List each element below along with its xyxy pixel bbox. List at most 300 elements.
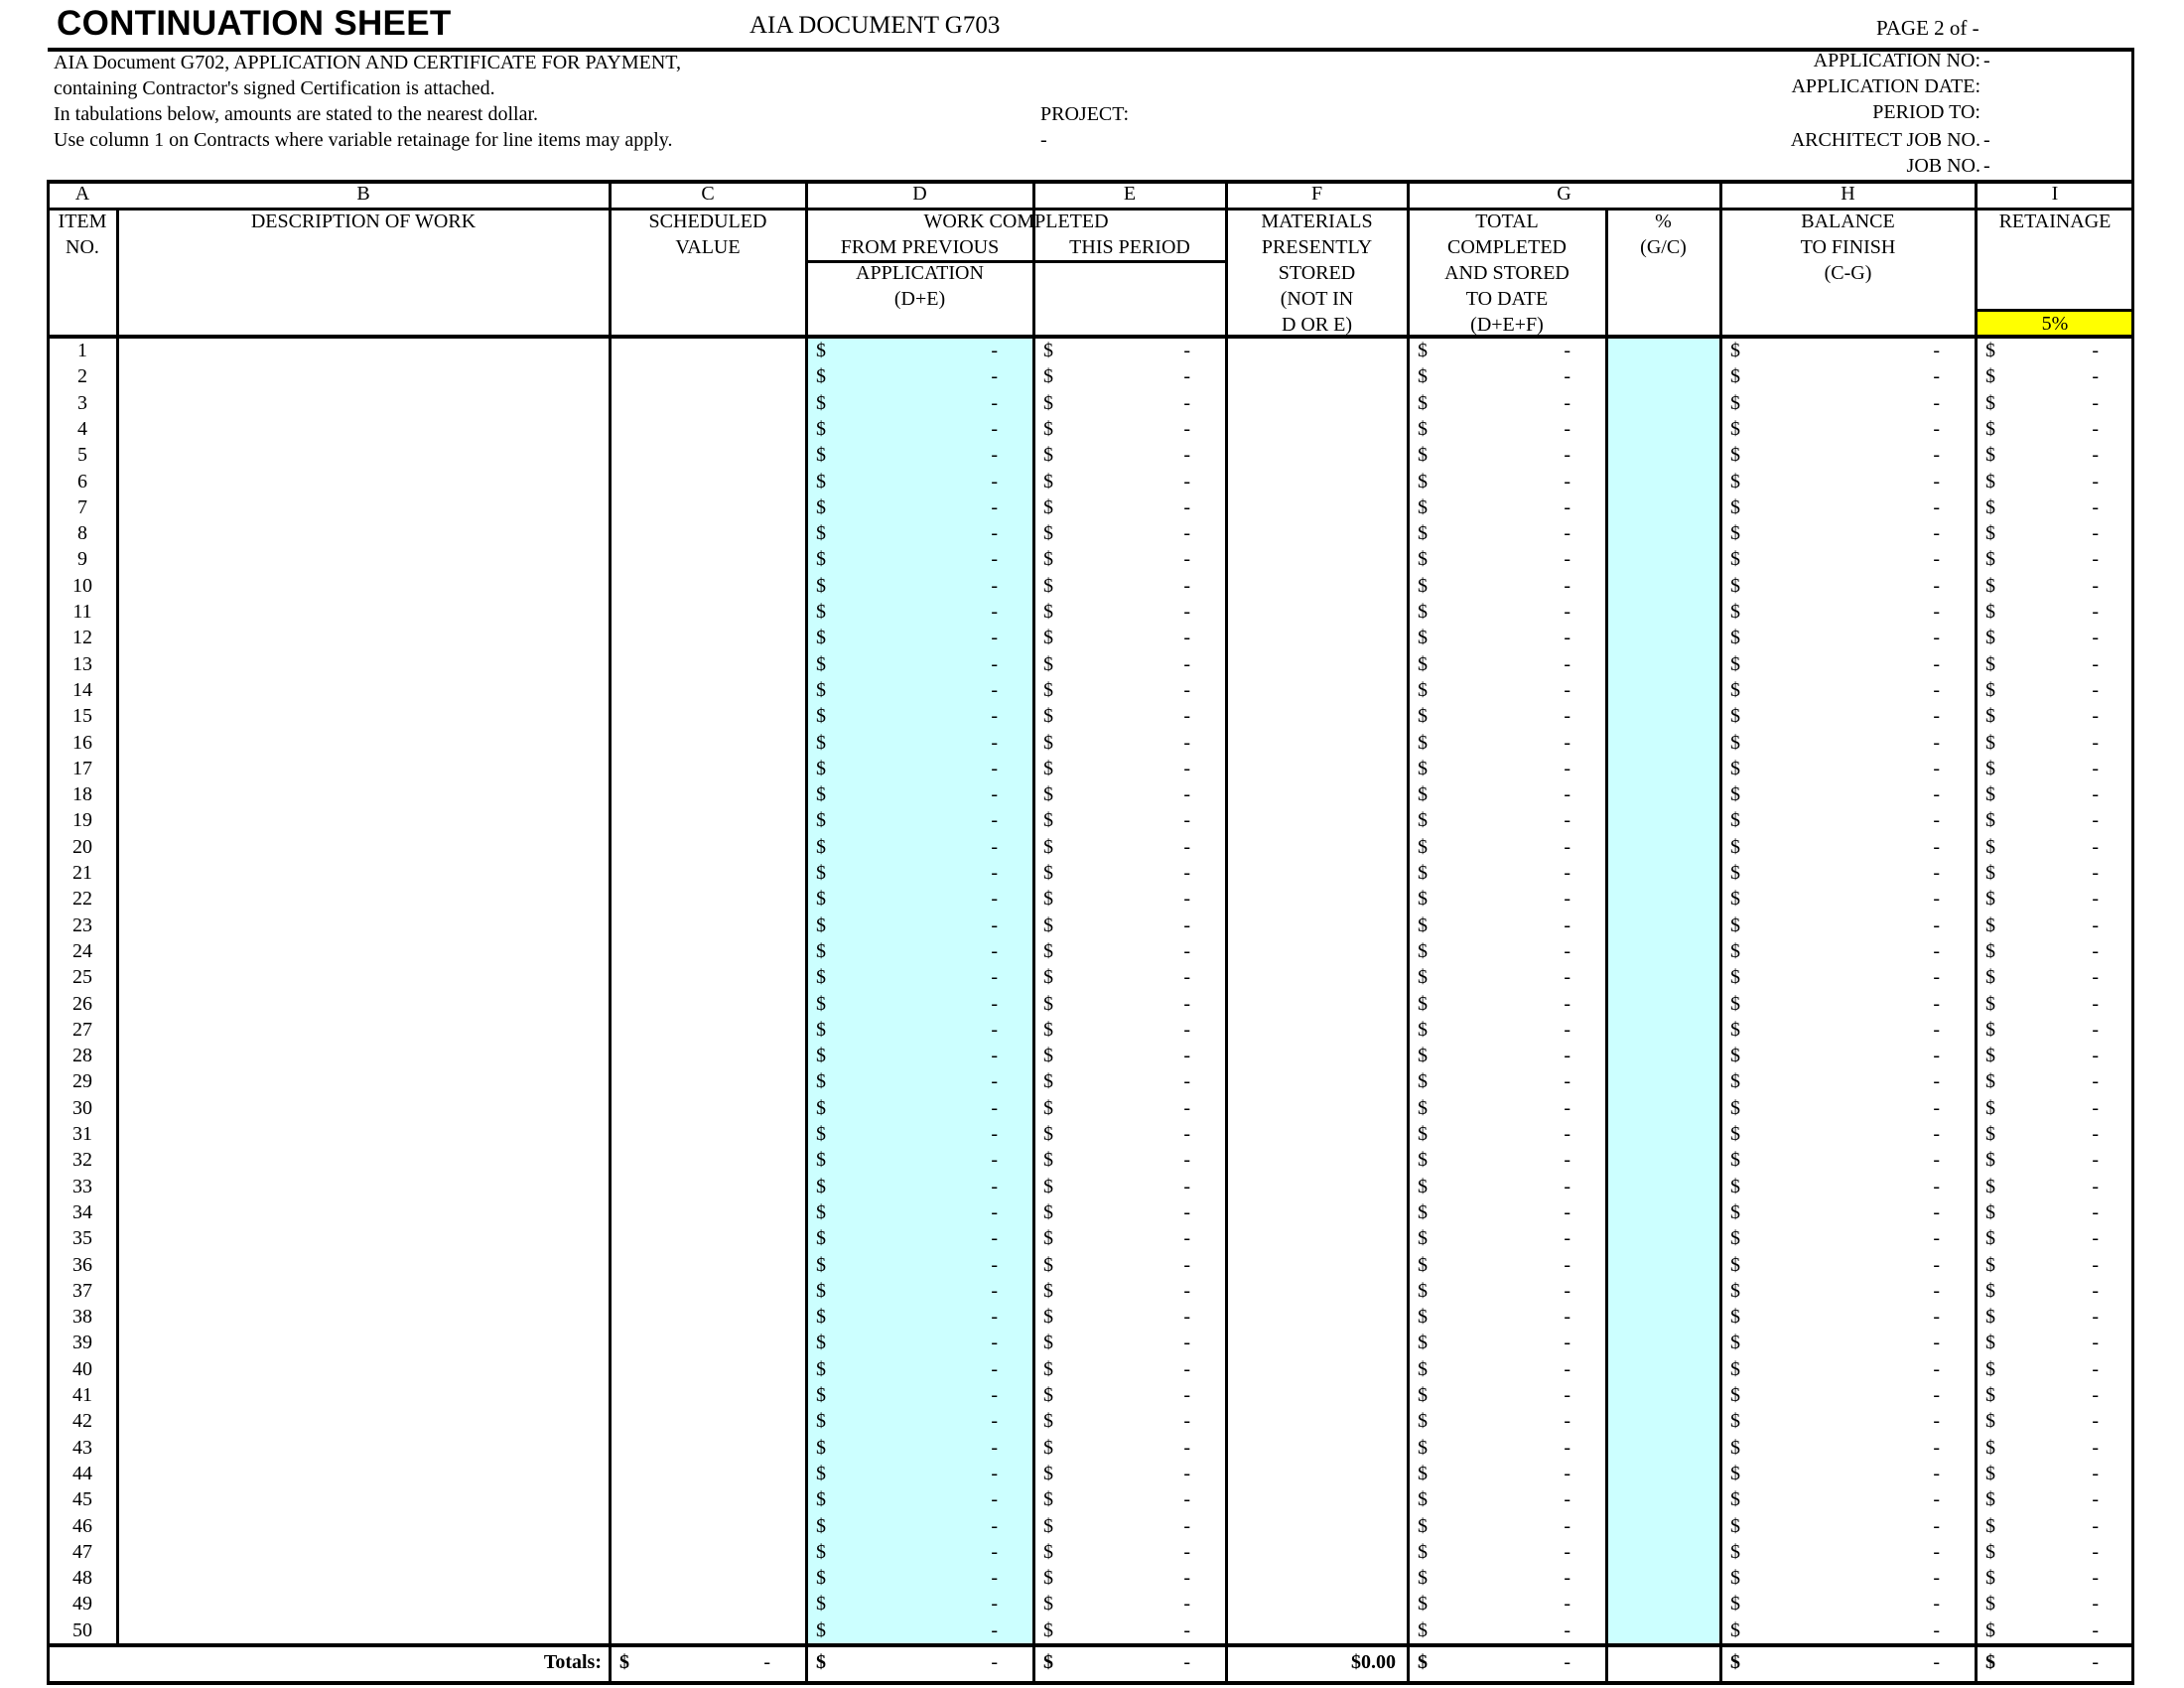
scheduled-value-cell[interactable] xyxy=(610,1147,806,1173)
materials-stored-cell[interactable] xyxy=(1226,442,1408,468)
table-row xyxy=(48,886,2134,912)
from-previous-cell[interactable] xyxy=(806,781,1033,807)
scheduled-value-cell[interactable] xyxy=(610,1068,806,1094)
scheduled-value-cell[interactable] xyxy=(610,730,806,756)
scheduled-value-cell[interactable] xyxy=(610,1408,806,1434)
this-period-cell[interactable] xyxy=(1033,1408,1226,1434)
description-cell[interactable] xyxy=(117,1591,610,1617)
balance-cell xyxy=(1720,1486,1976,1512)
this-period-cell[interactable] xyxy=(1033,677,1226,703)
currency-symbol: $ xyxy=(1985,1593,1995,1616)
from-previous-cell[interactable] xyxy=(806,730,1033,756)
materials-stored-cell[interactable] xyxy=(1226,1252,1408,1278)
materials-stored-cell[interactable] xyxy=(1226,1017,1408,1043)
this-period-cell[interactable] xyxy=(1033,416,1226,442)
scheduled-value-cell[interactable] xyxy=(610,494,806,520)
description-cell[interactable] xyxy=(117,1278,610,1304)
this-period-cell[interactable] xyxy=(1033,1591,1226,1617)
materials-stored-cell[interactable] xyxy=(1226,860,1408,886)
currency-symbol: $ xyxy=(816,1253,826,1276)
scheduled-value-cell[interactable] xyxy=(610,1095,806,1121)
percent-cell xyxy=(1606,964,1720,990)
from-previous-cell[interactable] xyxy=(806,1408,1033,1434)
materials-stored-cell[interactable] xyxy=(1226,938,1408,964)
header-this-period-line-1: THIS PERIOD xyxy=(1069,236,1190,258)
this-period-cell[interactable] xyxy=(1033,363,1226,389)
field-value-1[interactable]: - xyxy=(1983,50,1990,71)
amount-value: - xyxy=(1564,1279,1570,1302)
description-cell[interactable] xyxy=(117,1330,610,1355)
description-cell[interactable] xyxy=(117,913,610,938)
description-cell[interactable] xyxy=(117,520,610,546)
from-previous-cell[interactable] xyxy=(806,703,1033,729)
scheduled-value-cell[interactable] xyxy=(610,442,806,468)
amount-value: - xyxy=(1183,365,1190,388)
scheduled-value-cell[interactable] xyxy=(610,1513,806,1539)
from-previous-cell[interactable] xyxy=(806,1356,1033,1382)
scheduled-value-cell[interactable] xyxy=(610,938,806,964)
amount-value: - xyxy=(1933,601,1940,623)
materials-stored-cell[interactable] xyxy=(1226,469,1408,494)
materials-stored-cell[interactable] xyxy=(1226,1591,1408,1617)
from-previous-cell[interactable] xyxy=(806,1382,1033,1408)
from-previous-cell[interactable] xyxy=(806,756,1033,781)
scheduled-value-cell[interactable] xyxy=(610,338,806,363)
this-period-cell[interactable] xyxy=(1033,1356,1226,1382)
this-period-cell[interactable] xyxy=(1033,964,1226,990)
materials-stored-cell[interactable] xyxy=(1226,756,1408,781)
this-period-cell[interactable] xyxy=(1033,1174,1226,1199)
from-previous-cell[interactable] xyxy=(806,1068,1033,1094)
description-cell[interactable] xyxy=(117,1356,610,1382)
from-previous-cell[interactable] xyxy=(806,442,1033,468)
materials-stored-cell[interactable] xyxy=(1226,416,1408,442)
from-previous-cell[interactable] xyxy=(806,1435,1033,1461)
this-period-cell[interactable] xyxy=(1033,730,1226,756)
this-period-cell[interactable] xyxy=(1033,1618,1226,1643)
materials-stored-cell[interactable] xyxy=(1226,1513,1408,1539)
percent-cell xyxy=(1606,573,1720,599)
scheduled-value-cell[interactable] xyxy=(610,781,806,807)
from-previous-cell[interactable] xyxy=(806,677,1033,703)
description-cell[interactable] xyxy=(117,1017,610,1043)
materials-stored-cell[interactable] xyxy=(1226,625,1408,650)
from-previous-cell[interactable] xyxy=(806,1147,1033,1173)
from-previous-cell[interactable] xyxy=(806,1199,1033,1225)
description-cell[interactable] xyxy=(117,703,610,729)
materials-stored-cell[interactable] xyxy=(1226,599,1408,625)
from-previous-cell[interactable] xyxy=(806,390,1033,416)
description-cell[interactable] xyxy=(117,677,610,703)
scheduled-value-cell[interactable] xyxy=(610,1278,806,1304)
from-previous-cell[interactable] xyxy=(806,913,1033,938)
description-cell[interactable] xyxy=(117,1174,610,1199)
this-period-cell[interactable] xyxy=(1033,1147,1226,1173)
materials-stored-cell[interactable] xyxy=(1226,1461,1408,1486)
materials-stored-cell[interactable] xyxy=(1226,730,1408,756)
from-previous-cell[interactable] xyxy=(806,469,1033,494)
description-cell[interactable] xyxy=(117,860,610,886)
materials-stored-cell[interactable] xyxy=(1226,1121,1408,1147)
from-previous-cell[interactable] xyxy=(806,1043,1033,1068)
materials-stored-cell[interactable] xyxy=(1226,520,1408,546)
currency-symbol: $ xyxy=(1043,574,1053,597)
materials-stored-cell[interactable] xyxy=(1226,991,1408,1017)
scheduled-value-cell[interactable] xyxy=(610,546,806,572)
table-row xyxy=(48,756,2134,781)
amount-value: - xyxy=(1933,1651,1940,1673)
this-period-cell[interactable] xyxy=(1033,991,1226,1017)
materials-stored-cell[interactable] xyxy=(1226,677,1408,703)
scheduled-value-cell[interactable] xyxy=(610,1461,806,1486)
from-previous-cell[interactable] xyxy=(806,363,1033,389)
description-cell[interactable] xyxy=(117,442,610,468)
materials-stored-cell[interactable] xyxy=(1226,1304,1408,1330)
field-value-5[interactable]: - xyxy=(1983,155,1990,177)
scheduled-value-cell[interactable] xyxy=(610,703,806,729)
description-cell[interactable] xyxy=(117,1121,610,1147)
materials-stored-cell[interactable] xyxy=(1226,781,1408,807)
materials-stored-cell[interactable] xyxy=(1226,1278,1408,1304)
this-period-cell[interactable] xyxy=(1033,442,1226,468)
from-previous-cell[interactable] xyxy=(806,520,1033,546)
from-previous-cell[interactable] xyxy=(806,1278,1033,1304)
scheduled-value-cell[interactable] xyxy=(610,913,806,938)
currency-symbol: $ xyxy=(1418,1462,1428,1484)
description-cell[interactable] xyxy=(117,1486,610,1512)
materials-stored-cell[interactable] xyxy=(1226,1095,1408,1121)
this-period-cell[interactable] xyxy=(1033,1304,1226,1330)
scheduled-value-cell[interactable] xyxy=(610,677,806,703)
scheduled-value-cell[interactable] xyxy=(610,1043,806,1068)
currency-symbol: $ xyxy=(1985,1651,1995,1673)
this-period-cell[interactable] xyxy=(1033,573,1226,599)
from-previous-cell[interactable] xyxy=(806,991,1033,1017)
description-cell[interactable] xyxy=(117,469,610,494)
materials-stored-cell[interactable] xyxy=(1226,807,1408,833)
from-previous-cell[interactable] xyxy=(806,416,1033,442)
item-number: 13 xyxy=(72,652,92,675)
amount-value: - xyxy=(2092,1332,2099,1354)
this-period-cell[interactable] xyxy=(1033,1017,1226,1043)
description-cell[interactable] xyxy=(117,1068,610,1094)
description-cell[interactable] xyxy=(117,1618,610,1643)
this-period-cell[interactable] xyxy=(1033,703,1226,729)
this-period-cell[interactable] xyxy=(1033,1565,1226,1591)
from-previous-cell[interactable] xyxy=(806,1565,1033,1591)
this-period-cell[interactable] xyxy=(1033,938,1226,964)
materials-stored-cell[interactable] xyxy=(1226,703,1408,729)
from-previous-cell[interactable] xyxy=(806,1591,1033,1617)
from-previous-cell[interactable] xyxy=(806,651,1033,677)
materials-stored-cell[interactable] xyxy=(1226,546,1408,572)
description-cell[interactable] xyxy=(117,494,610,520)
this-period-cell[interactable] xyxy=(1033,913,1226,938)
this-period-cell[interactable] xyxy=(1033,469,1226,494)
description-cell[interactable] xyxy=(117,1147,610,1173)
scheduled-value-cell[interactable] xyxy=(610,964,806,990)
this-period-cell[interactable] xyxy=(1033,1252,1226,1278)
description-cell[interactable] xyxy=(117,807,610,833)
materials-stored-cell[interactable] xyxy=(1226,1356,1408,1382)
this-period-cell[interactable] xyxy=(1033,807,1226,833)
amount-value: - xyxy=(1564,1018,1570,1041)
materials-stored-cell[interactable] xyxy=(1226,1043,1408,1068)
retainage-cell xyxy=(1976,1435,2134,1461)
description-cell[interactable] xyxy=(117,1408,610,1434)
materials-stored-cell[interactable] xyxy=(1226,1486,1408,1512)
from-previous-cell[interactable] xyxy=(806,1513,1033,1539)
scheduled-value-cell[interactable] xyxy=(610,625,806,650)
from-previous-cell[interactable] xyxy=(806,1618,1033,1643)
materials-stored-cell[interactable] xyxy=(1226,363,1408,389)
this-period-cell[interactable] xyxy=(1033,1199,1226,1225)
materials-stored-cell[interactable] xyxy=(1226,651,1408,677)
materials-stored-cell[interactable] xyxy=(1226,1382,1408,1408)
materials-stored-cell[interactable] xyxy=(1226,886,1408,912)
this-period-cell[interactable] xyxy=(1033,781,1226,807)
this-period-cell[interactable] xyxy=(1033,1486,1226,1512)
from-previous-cell[interactable] xyxy=(806,1486,1033,1512)
description-cell[interactable] xyxy=(117,886,610,912)
from-previous-cell[interactable] xyxy=(806,494,1033,520)
from-previous-cell[interactable] xyxy=(806,599,1033,625)
scheduled-value-cell[interactable] xyxy=(610,1330,806,1355)
scheduled-value-cell[interactable] xyxy=(610,1121,806,1147)
from-previous-cell[interactable] xyxy=(806,1174,1033,1199)
materials-stored-cell[interactable] xyxy=(1226,390,1408,416)
description-cell[interactable] xyxy=(117,363,610,389)
materials-stored-cell[interactable] xyxy=(1226,1174,1408,1199)
scheduled-value-cell[interactable] xyxy=(610,1304,806,1330)
amount-value: - xyxy=(1183,340,1190,361)
description-cell[interactable] xyxy=(117,546,610,572)
scheduled-value-cell[interactable] xyxy=(610,469,806,494)
retainage-cell xyxy=(1976,442,2134,468)
scheduled-value-cell[interactable] xyxy=(610,1382,806,1408)
this-period-cell[interactable] xyxy=(1033,390,1226,416)
scheduled-value-cell[interactable] xyxy=(610,599,806,625)
balance-cell xyxy=(1720,1565,1976,1591)
from-previous-cell[interactable] xyxy=(806,807,1033,833)
this-period-cell[interactable] xyxy=(1033,1225,1226,1251)
materials-stored-cell[interactable] xyxy=(1226,494,1408,520)
materials-stored-cell[interactable] xyxy=(1226,1147,1408,1173)
currency-symbol: $ xyxy=(1043,1436,1053,1459)
from-previous-cell[interactable] xyxy=(806,1330,1033,1355)
materials-stored-cell[interactable] xyxy=(1226,1435,1408,1461)
description-cell[interactable] xyxy=(117,834,610,860)
description-cell[interactable] xyxy=(117,1252,610,1278)
this-period-cell[interactable] xyxy=(1033,886,1226,912)
from-previous-cell[interactable] xyxy=(806,860,1033,886)
totals-percent xyxy=(1606,1649,1720,1679)
this-period-cell[interactable] xyxy=(1033,599,1226,625)
currency-symbol: $ xyxy=(1730,1332,1740,1354)
currency-symbol: $ xyxy=(1043,1357,1053,1380)
field-value-4[interactable]: - xyxy=(1983,129,1990,151)
amount-value: - xyxy=(1183,1488,1190,1511)
description-cell[interactable] xyxy=(117,964,610,990)
this-period-cell[interactable] xyxy=(1033,1539,1226,1565)
this-period-cell[interactable] xyxy=(1033,1278,1226,1304)
this-period-cell[interactable] xyxy=(1033,651,1226,677)
scheduled-value-cell[interactable] xyxy=(610,1435,806,1461)
currency-symbol: $ xyxy=(1985,1410,1995,1433)
description-cell[interactable] xyxy=(117,781,610,807)
total-completed-cell xyxy=(1408,469,1606,494)
description-cell[interactable] xyxy=(117,625,610,650)
amount-value: - xyxy=(1183,862,1190,884)
from-previous-cell[interactable] xyxy=(806,1095,1033,1121)
description-cell[interactable] xyxy=(117,1043,610,1068)
this-period-cell[interactable] xyxy=(1033,1043,1226,1068)
scheduled-value-cell[interactable] xyxy=(610,1017,806,1043)
description-cell[interactable] xyxy=(117,390,610,416)
this-period-cell[interactable] xyxy=(1033,494,1226,520)
this-period-cell[interactable] xyxy=(1033,1095,1226,1121)
scheduled-value-cell[interactable] xyxy=(610,1356,806,1382)
scheduled-value-cell[interactable] xyxy=(610,1618,806,1643)
currency-symbol: $ xyxy=(816,495,826,518)
from-previous-cell[interactable] xyxy=(806,834,1033,860)
from-previous-cell[interactable] xyxy=(806,1304,1033,1330)
currency-symbol: $ xyxy=(1043,627,1053,649)
scheduled-value-cell[interactable] xyxy=(610,363,806,389)
retainage-rate[interactable]: 5% xyxy=(2041,313,2069,335)
description-cell[interactable] xyxy=(117,1435,610,1461)
materials-stored-cell[interactable] xyxy=(1226,573,1408,599)
materials-stored-cell[interactable] xyxy=(1226,1068,1408,1094)
scheduled-value-cell[interactable] xyxy=(610,520,806,546)
this-period-cell[interactable] xyxy=(1033,546,1226,572)
from-previous-cell[interactable] xyxy=(806,1225,1033,1251)
field-label-1: APPLICATION NO: xyxy=(1813,50,1980,71)
description-cell[interactable] xyxy=(117,416,610,442)
materials-stored-cell[interactable] xyxy=(1226,1618,1408,1643)
from-previous-cell[interactable] xyxy=(806,573,1033,599)
scheduled-value-cell[interactable] xyxy=(610,1225,806,1251)
scheduled-value-cell[interactable] xyxy=(610,1174,806,1199)
scheduled-value-cell[interactable] xyxy=(610,1252,806,1278)
scheduled-value-cell[interactable] xyxy=(610,756,806,781)
from-previous-cell[interactable] xyxy=(806,625,1033,650)
scheduled-value-cell[interactable] xyxy=(610,860,806,886)
description-cell[interactable] xyxy=(117,1513,610,1539)
item-number: 42 xyxy=(72,1410,92,1433)
description-cell[interactable] xyxy=(117,756,610,781)
this-period-cell[interactable] xyxy=(1033,338,1226,363)
from-previous-cell[interactable] xyxy=(806,1461,1033,1486)
description-cell[interactable] xyxy=(117,651,610,677)
currency-symbol: $ xyxy=(1730,391,1740,414)
scheduled-value-cell[interactable] xyxy=(610,390,806,416)
this-period-cell[interactable] xyxy=(1033,1513,1226,1539)
this-period-cell[interactable] xyxy=(1033,1435,1226,1461)
materials-stored-cell[interactable] xyxy=(1226,1225,1408,1251)
this-period-cell[interactable] xyxy=(1033,860,1226,886)
this-period-cell[interactable] xyxy=(1033,520,1226,546)
currency-symbol: $ xyxy=(1985,783,1995,806)
scheduled-value-cell[interactable] xyxy=(610,1199,806,1225)
scheduled-value-cell[interactable] xyxy=(610,886,806,912)
from-previous-cell[interactable] xyxy=(806,1539,1033,1565)
materials-stored-cell[interactable] xyxy=(1226,913,1408,938)
description-cell[interactable] xyxy=(117,938,610,964)
materials-stored-cell[interactable] xyxy=(1226,1539,1408,1565)
description-cell[interactable] xyxy=(117,1095,610,1121)
scheduled-value-cell[interactable] xyxy=(610,651,806,677)
scheduled-value-cell[interactable] xyxy=(610,1486,806,1512)
from-previous-cell[interactable] xyxy=(806,1121,1033,1147)
materials-stored-cell[interactable] xyxy=(1226,964,1408,990)
materials-stored-cell[interactable] xyxy=(1226,1330,1408,1355)
scheduled-value-cell[interactable] xyxy=(610,1565,806,1591)
item-number: 17 xyxy=(72,757,92,779)
amount-value: - xyxy=(1183,1253,1190,1276)
item-number: 21 xyxy=(72,862,92,884)
this-period-cell[interactable] xyxy=(1033,1330,1226,1355)
this-period-cell[interactable] xyxy=(1033,625,1226,650)
description-cell[interactable] xyxy=(117,1565,610,1591)
materials-stored-cell[interactable] xyxy=(1226,1565,1408,1591)
materials-stored-cell[interactable] xyxy=(1226,1199,1408,1225)
description-cell[interactable] xyxy=(117,1199,610,1225)
scheduled-value-cell[interactable] xyxy=(610,834,806,860)
retainage-cell xyxy=(1976,1330,2134,1355)
description-cell[interactable] xyxy=(117,730,610,756)
description-cell[interactable] xyxy=(117,599,610,625)
description-cell[interactable] xyxy=(117,1461,610,1486)
description-cell[interactable] xyxy=(117,573,610,599)
project-value[interactable]: - xyxy=(1040,129,1047,151)
description-cell[interactable] xyxy=(117,1225,610,1251)
from-previous-cell[interactable] xyxy=(806,964,1033,990)
description-cell[interactable] xyxy=(117,1382,610,1408)
scheduled-value-cell[interactable] xyxy=(610,991,806,1017)
scheduled-value-cell[interactable] xyxy=(610,573,806,599)
this-period-cell[interactable] xyxy=(1033,1461,1226,1486)
description-cell[interactable] xyxy=(117,1304,610,1330)
from-previous-cell[interactable] xyxy=(806,886,1033,912)
this-period-cell[interactable] xyxy=(1033,1068,1226,1094)
description-cell[interactable] xyxy=(117,991,610,1017)
this-period-cell[interactable] xyxy=(1033,1121,1226,1147)
from-previous-cell[interactable] xyxy=(806,1017,1033,1043)
currency-symbol: $ xyxy=(816,1357,826,1380)
from-previous-cell[interactable] xyxy=(806,938,1033,964)
description-cell[interactable] xyxy=(117,1539,610,1565)
materials-stored-cell[interactable] xyxy=(1226,1408,1408,1434)
from-previous-cell[interactable] xyxy=(806,1252,1033,1278)
materials-stored-cell[interactable] xyxy=(1226,834,1408,860)
description-cell[interactable] xyxy=(117,338,610,363)
scheduled-value-cell[interactable] xyxy=(610,807,806,833)
currency-symbol: $ xyxy=(1418,1306,1428,1329)
this-period-cell[interactable] xyxy=(1033,1382,1226,1408)
scheduled-value-cell[interactable] xyxy=(610,1539,806,1565)
currency-symbol: $ xyxy=(1985,1306,1995,1329)
this-period-cell[interactable] xyxy=(1033,834,1226,860)
retainage-cell xyxy=(1976,938,2134,964)
from-previous-cell[interactable] xyxy=(806,338,1033,363)
scheduled-value-cell[interactable] xyxy=(610,416,806,442)
balance-cell xyxy=(1720,1252,1976,1278)
scheduled-value-cell[interactable] xyxy=(610,1591,806,1617)
materials-stored-cell[interactable] xyxy=(1226,338,1408,363)
this-period-cell[interactable] xyxy=(1033,756,1226,781)
from-previous-cell[interactable] xyxy=(806,546,1033,572)
